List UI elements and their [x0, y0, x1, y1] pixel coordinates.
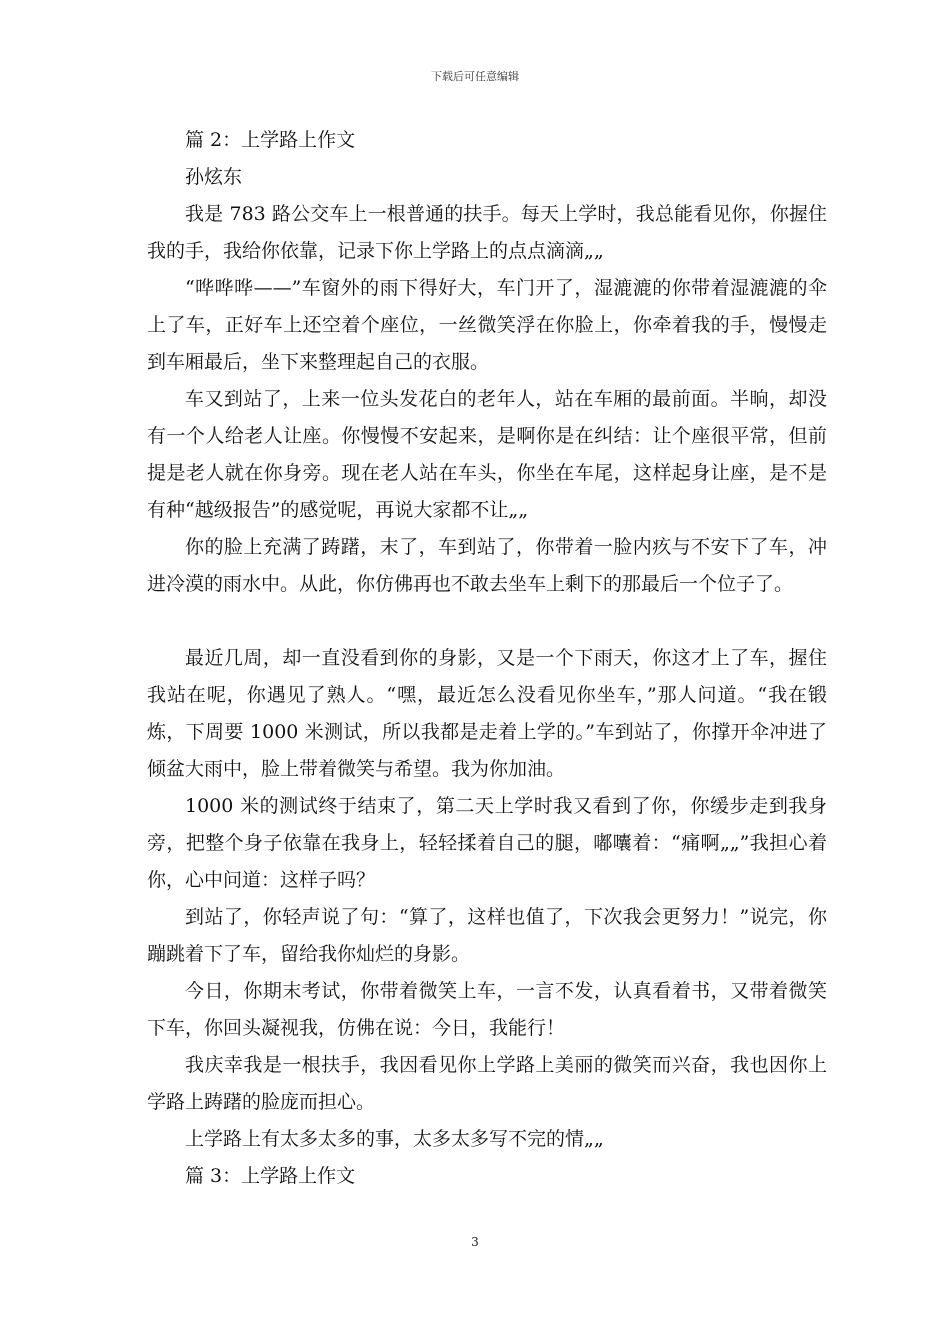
section-title: 篇 3：上学路上作文	[185, 1165, 356, 1187]
paragraph: 上学路上有太多太多的事，太多太多写不完的情„„	[185, 1128, 604, 1150]
paragraph: 我是 783 路公交车上一根普通的扶手。每天上学时，我总能看见你，你握住我的手，我给你依靠，记录下你上学路上的点点滴滴„„	[147, 203, 827, 262]
paragraph: 1000 米的测试终于结束了，第二天上学时我又看到了你，你缓步走到我身旁，把整个身子依靠在我身上，轻轻揉着自己的腿，嘟囔着：“痛啊„„”我担心着你，心中问道：这样子吗？	[147, 795, 827, 891]
article-body	[147, 122, 827, 1195]
paragraph: 最近几周，却一直没看到你的身影，又是一个下雨天，你这才上了车，握住我站在呢，你遇见了熟人。“嘿，最近怎么没看见你坐车，”那人问道。“我在锻炼，下周要 1000 米测试，所以我都是走着上学的。”车到站了，你撑开伞冲进了倾盆大雨中，脸上带着微笑与希望。我为你加油。	[147, 647, 827, 780]
paragraph-spacer	[147, 603, 827, 640]
page-header-note: 下载后可任意编辑	[431, 70, 519, 83]
paragraph: 车又到站了，上来一位头发花白的老年人，站在车厢的最前面。半晌，却没有一个人给老人让座。你慢慢不安起来，是啊你是在纠结：让个座很平常，但前提是老人就在你身旁。现在老人站在车头，你坐在车尾，这样起身让座，是不是有种“越级报告”的感觉呢，再说大家都不让„„	[147, 388, 827, 521]
page-number: 3	[471, 1235, 479, 1249]
author-name: 孙炫东	[185, 166, 243, 188]
paragraph: 我庆幸我是一根扶手，我因看见你上学路上美丽的微笑而兴奋，我也因你上学路上踌躇的脸庞而担心。	[147, 1054, 827, 1113]
section-title: 篇 2：上学路上作文	[185, 129, 356, 151]
paragraph: 你的脸上充满了踌躇，末了，车到站了，你带着一脸内疚与不安下了车，冲进冷漠的雨水中。从此，你仿佛再也不敢去坐车上剩下的那最后一个位子了。	[147, 536, 827, 595]
paragraph: 到站了，你轻声说了句：“算了，这样也值了，下次我会更努力！”说完，你蹦跳着下了车，留给我你灿烂的身影。	[147, 906, 827, 965]
paragraph: “哗哗哗——”车窗外的雨下得好大，车门开了，湿漉漉的你带着湿漉漉的伞上了车，正好车上还空着个座位，一丝微笑浮在你脸上，你牵着我的手，慢慢走到车厢最后，坐下来整理起自己的衣服。	[147, 277, 827, 373]
paragraph: 今日，你期末考试，你带着微笑上车，一言不发，认真看着书，又带着微笑下车，你回头凝视我，仿佛在说：今日，我能行！	[147, 980, 827, 1039]
